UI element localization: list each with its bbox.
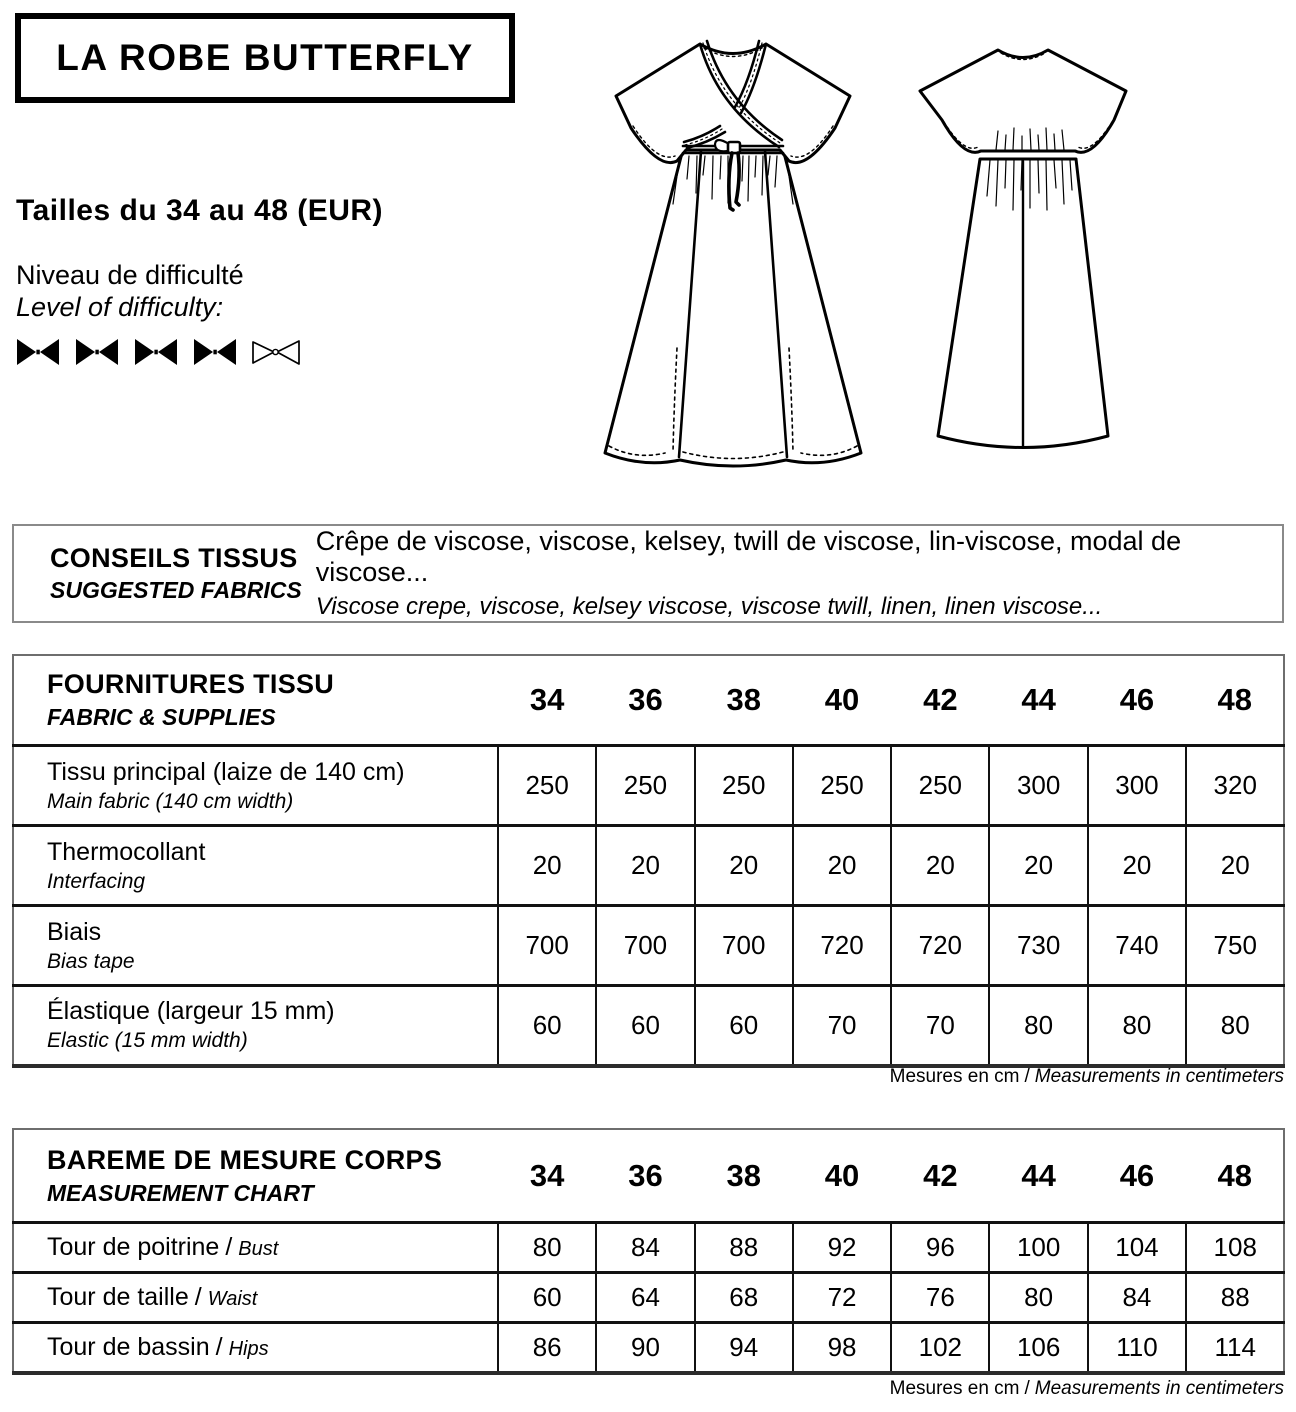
cell-value: 700 <box>695 906 793 986</box>
supplies-title-fr: FOURNITURES TISSU <box>47 669 335 699</box>
table-row <box>13 1273 1284 1323</box>
size-column-header: 42 <box>891 1129 989 1223</box>
measurement-title-en: MEASUREMENT CHART <box>47 1179 314 1206</box>
fabrics-title-fr: CONSEILS TISSUS <box>50 543 298 573</box>
bow-tie-outline-icon <box>251 337 301 367</box>
size-column-header: 40 <box>793 655 891 746</box>
row-label: Tour de taille / Waist <box>13 1273 498 1323</box>
size-column-header: 36 <box>596 1129 694 1223</box>
cell-value: 88 <box>695 1223 793 1273</box>
size-column-header: 40 <box>793 1129 891 1223</box>
supplies-table <box>12 654 1285 1068</box>
size-column-header: 48 <box>1186 655 1284 746</box>
cell-value: 300 <box>989 746 1087 826</box>
cell-value: 20 <box>1088 826 1186 906</box>
cell-value: 20 <box>989 826 1087 906</box>
dress-front-technical-sketch <box>583 16 883 478</box>
cell-value: 250 <box>695 746 793 826</box>
size-column-header: 42 <box>891 655 989 746</box>
table-row <box>13 1323 1284 1373</box>
cell-value: 80 <box>1088 986 1186 1066</box>
cell-value: 86 <box>498 1323 596 1373</box>
cell-value: 20 <box>793 826 891 906</box>
cell-value: 300 <box>1088 746 1186 826</box>
table-row <box>13 986 1284 1066</box>
cell-value: 720 <box>793 906 891 986</box>
size-column-header: 34 <box>498 1129 596 1223</box>
cell-value: 80 <box>498 1223 596 1273</box>
cell-value: 104 <box>1088 1223 1186 1273</box>
table-row <box>13 826 1284 906</box>
cell-value: 94 <box>695 1323 793 1373</box>
sizes-range-text: Tailles du 34 au 48 (EUR) <box>16 194 384 227</box>
measurement-table <box>12 1128 1285 1375</box>
suggested-fabrics-text <box>316 526 1282 621</box>
measurement-title-fr: BAREME DE MESURE CORPS <box>47 1144 443 1175</box>
cell-value: 700 <box>498 906 596 986</box>
cell-value: 84 <box>1088 1273 1186 1323</box>
cell-value: 250 <box>596 746 694 826</box>
bow-tie-filled-icon <box>15 338 61 366</box>
cell-value: 92 <box>793 1223 891 1273</box>
cell-value: 60 <box>498 1273 596 1323</box>
supplies-title-en: FABRIC & SUPPLIES <box>47 704 276 730</box>
size-column-header: 48 <box>1186 1129 1284 1223</box>
cell-value: 80 <box>1186 986 1284 1066</box>
bow-tie-filled-icon <box>74 338 120 366</box>
cell-value: 68 <box>695 1273 793 1323</box>
cell-value: 110 <box>1088 1323 1186 1373</box>
cell-value: 730 <box>989 906 1087 986</box>
cell-value: 70 <box>891 986 989 1066</box>
cell-value: 250 <box>793 746 891 826</box>
cell-value: 700 <box>596 906 694 986</box>
size-column-header: 44 <box>989 1129 1087 1223</box>
cell-value: 114 <box>1186 1323 1284 1373</box>
cell-value: 60 <box>596 986 694 1066</box>
table-row <box>13 746 1284 826</box>
row-label: Thermocollant Interfacing <box>13 826 498 906</box>
row-label: Élastique (largeur 15 mm) Elastic (15 mm width) <box>13 986 498 1066</box>
cell-value: 250 <box>891 746 989 826</box>
row-label: Tour de bassin / Hips <box>13 1323 498 1373</box>
supplies-table-title <box>13 655 498 746</box>
fabrics-text-fr: Crêpe de viscose, viscose, kelsey, twill de viscose, lin-viscose, modal de viscose... <box>315 526 1182 587</box>
cell-value: 98 <box>793 1323 891 1373</box>
difficulty-label-en: Level of difficulty: <box>16 292 224 322</box>
cell-value: 20 <box>891 826 989 906</box>
size-column-header: 36 <box>596 655 694 746</box>
size-column-header: 38 <box>695 1129 793 1223</box>
size-column-header: 38 <box>695 655 793 746</box>
table-row <box>13 1223 1284 1273</box>
size-column-header: 34 <box>498 655 596 746</box>
cell-value: 320 <box>1186 746 1284 826</box>
cell-value: 84 <box>596 1223 694 1273</box>
cell-value: 64 <box>596 1273 694 1323</box>
cell-value: 740 <box>1088 906 1186 986</box>
cell-value: 250 <box>498 746 596 826</box>
cell-value: 102 <box>891 1323 989 1373</box>
size-column-header: 46 <box>1088 655 1186 746</box>
cell-value: 720 <box>891 906 989 986</box>
difficulty-label-fr: Niveau de difficulté <box>16 260 244 290</box>
cell-value: 108 <box>1186 1223 1284 1273</box>
size-column-header: 44 <box>989 655 1087 746</box>
cell-value: 80 <box>989 1273 1087 1323</box>
cell-value: 96 <box>891 1223 989 1273</box>
cell-value: 90 <box>596 1323 694 1373</box>
cell-value: 20 <box>498 826 596 906</box>
cell-value: 70 <box>793 986 891 1066</box>
suggested-fabrics-box <box>12 524 1284 623</box>
measurement-header-row <box>13 1129 1284 1223</box>
row-label: Biais Bias tape <box>13 906 498 986</box>
units-note: Mesures en cm / Measurements in centimeters <box>889 1378 1284 1399</box>
cell-value: 80 <box>989 986 1087 1066</box>
cell-value: 72 <box>793 1273 891 1323</box>
measurement-table-title <box>13 1129 498 1223</box>
cell-value: 20 <box>1186 826 1284 906</box>
row-label: Tissu principal (laize de 140 cm) Main fabric (140 cm width) <box>13 746 498 826</box>
table-row <box>13 906 1284 986</box>
cell-value: 88 <box>1186 1273 1284 1323</box>
units-note: Mesures en cm / Measurements in centimeters <box>889 1066 1284 1087</box>
bow-tie-filled-icon <box>133 338 179 366</box>
cell-value: 60 <box>695 986 793 1066</box>
fabrics-title-en: SUGGESTED FABRICS <box>50 577 302 603</box>
measurement-table-wrapper <box>12 1128 1285 1375</box>
row-label: Tour de poitrine / Bust <box>13 1223 498 1273</box>
difficulty-rating <box>15 337 301 367</box>
supplies-header-row <box>13 655 1284 746</box>
dress-back-technical-sketch <box>898 38 1158 466</box>
pattern-title: LA ROBE BUTTERFLY <box>56 37 474 78</box>
cell-value: 20 <box>596 826 694 906</box>
cell-value: 76 <box>891 1273 989 1323</box>
cell-value: 20 <box>695 826 793 906</box>
supplies-table-wrapper <box>12 654 1285 1068</box>
suggested-fabrics-titles <box>14 543 316 604</box>
bow-tie-filled-icon <box>192 338 238 366</box>
pattern-title-box <box>15 13 515 103</box>
cell-value: 106 <box>989 1323 1087 1373</box>
cell-value: 100 <box>989 1223 1087 1273</box>
size-column-header: 46 <box>1088 1129 1186 1223</box>
cell-value: 750 <box>1186 906 1284 986</box>
fabrics-text-en: Viscose crepe, viscose, kelsey viscose, viscose twill, linen, linen viscose... <box>315 593 1103 620</box>
cell-value: 60 <box>498 986 596 1066</box>
